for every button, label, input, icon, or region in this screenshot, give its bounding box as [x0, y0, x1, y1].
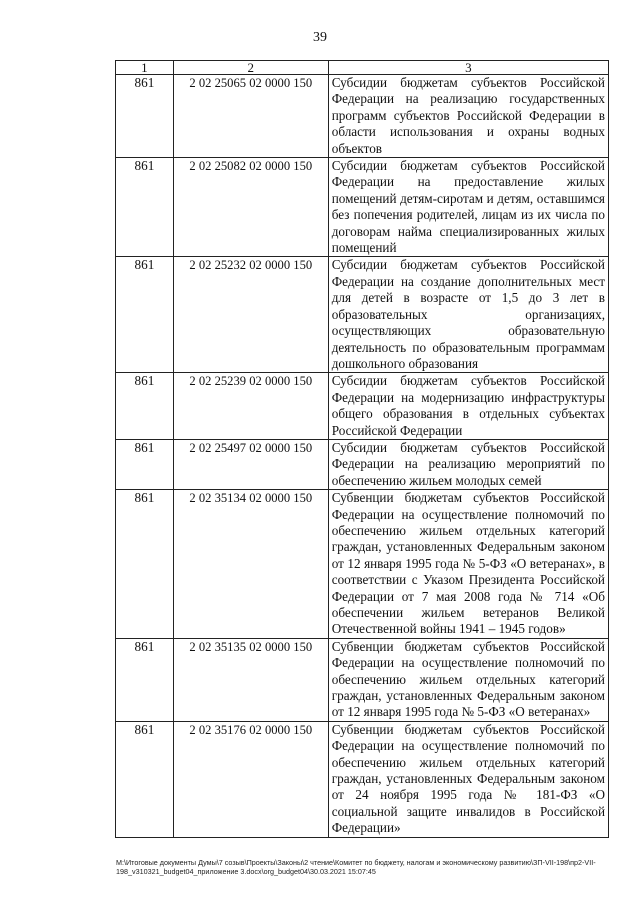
description-cell: Субвенции бюджетам субъектов Российской Федерации на осуществление полномочий по обеспечению жильем отдельных категорий граждан, установленных Федеральным законом от 12 января 1995 года № 5-ФЗ «О ветеранах» — [328, 638, 608, 721]
column-header-2: 2 — [173, 61, 328, 75]
table-row — [116, 638, 609, 721]
description-cell: Субсидии бюджетам субъектов Российской Федерации на реализацию государственных программ субъектов Российской Федерации в области использования и охраны водных объектов — [328, 75, 608, 158]
footer-line: M:\Итоговые документы Думы\7 созыв\Проекты\Законы\2 чтение\Комитет по бюджету, налогам и экономическому развитию\ЗП-VII-198\пр2-VII- — [116, 858, 596, 867]
file-path-footer — [116, 858, 616, 876]
budget-codes-table — [115, 60, 609, 838]
table-row — [116, 158, 609, 257]
admin-code-cell: 861 — [116, 490, 174, 639]
admin-code-cell: 861 — [116, 158, 174, 257]
description-cell: Субсидии бюджетам субъектов Российской Федерации на реализацию мероприятий по обеспечению жильем молодых семей — [328, 439, 608, 489]
admin-code-cell: 861 — [116, 257, 174, 373]
revenue-code-cell: 2 02 25497 02 0000 150 — [173, 439, 328, 489]
revenue-code-cell: 2 02 25232 02 0000 150 — [173, 257, 328, 373]
table-row — [116, 75, 609, 158]
admin-code-cell: 861 — [116, 75, 174, 158]
description-cell: Субвенции бюджетам субъектов Российской Федерации на осуществление полномочий по обеспечению жильем отдельных категорий граждан, установленных Федеральным законом от 12 января 1995 года № 5-ФЗ «О ветеранах», в соответствии с Указом Президента Российской Федерации от 7 мая 2008 года № 714 «Об обеспечении жильем ветеранов Великой Отечественной войны 1941 – 1945 годов» — [328, 490, 608, 639]
page-number: 39 — [313, 30, 327, 45]
table-row — [116, 373, 609, 440]
table-row — [116, 439, 609, 489]
column-header-1: 1 — [116, 61, 174, 75]
revenue-code-cell: 2 02 35135 02 0000 150 — [173, 638, 328, 721]
revenue-code-cell: 2 02 25239 02 0000 150 — [173, 373, 328, 440]
admin-code-cell: 861 — [116, 638, 174, 721]
revenue-code-cell: 2 02 35176 02 0000 150 — [173, 721, 328, 837]
table-header-row — [116, 61, 609, 75]
description-cell: Субвенции бюджетам субъектов Российской Федерации на осуществление полномочий по обеспечению жильем отдельных категорий граждан, установленных Федеральным законом от 24 ноября 1995 года № 181-ФЗ «О социальной защите инвалидов в Российской Федерации» — [328, 721, 608, 837]
description-cell: Субсидии бюджетам субъектов Российской Федерации на создание дополнительных мест для детей в возрасте от 1,5 до 3 лет в образовательных организациях, осуществляющих образовательную деятельность по образовательным программам дошкольного образования — [328, 257, 608, 373]
admin-code-cell: 861 — [116, 721, 174, 837]
column-header-3: 3 — [328, 61, 608, 75]
revenue-code-cell: 2 02 25065 02 0000 150 — [173, 75, 328, 158]
revenue-code-cell: 2 02 25082 02 0000 150 — [173, 158, 328, 257]
revenue-code-cell: 2 02 35134 02 0000 150 — [173, 490, 328, 639]
admin-code-cell: 861 — [116, 373, 174, 440]
footer-line: 198_v310321_budget04_приложение 3.docx\org_budget04\30.03.2021 15:07:45 — [116, 867, 376, 876]
table-row — [116, 257, 609, 373]
description-cell: Субсидии бюджетам субъектов Российской Федерации на предоставление жилых помещений детям-сиротам и детям, оставшимся без попечения родителей, лицам из их числа по договорам найма специализированных жилых помещений — [328, 158, 608, 257]
table-row — [116, 721, 609, 837]
table-row — [116, 490, 609, 639]
description-cell: Субсидии бюджетам субъектов Российской Федерации на модернизацию инфраструктуры общего образования в отдельных субъектах Российской Федерации — [328, 373, 608, 440]
admin-code-cell: 861 — [116, 439, 174, 489]
